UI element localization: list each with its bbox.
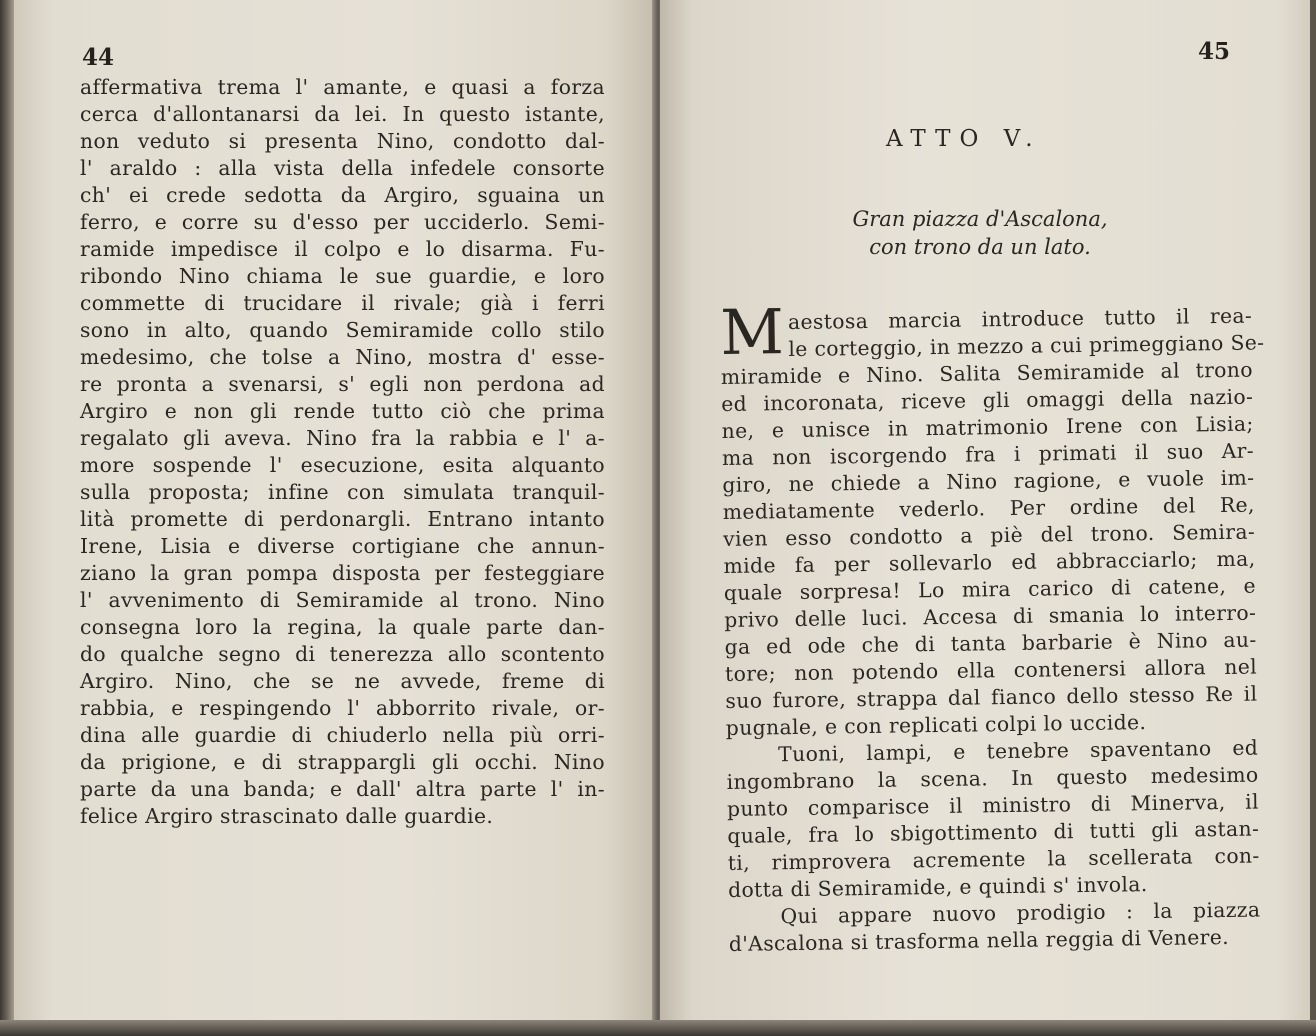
text-line: aestosa marcia introduce tutto il rea-	[787, 303, 1253, 335]
text-line: ferro, e corre su d'esso per ucciderlo. Semi-	[80, 210, 605, 234]
right-page	[660, 0, 1310, 1036]
text-line: sulla proposta; infine con simulata tranquil-	[80, 480, 605, 504]
text-line: privo delle luci. Accesa di smania lo interro-	[724, 600, 1257, 632]
text-line: da prigione, e di strappargli gli occhi. Nino	[80, 750, 605, 774]
book-edge-right	[1310, 0, 1316, 1036]
text-line: re pronta a svenarsi, s' egli non perdona ad	[80, 372, 605, 396]
left-page-text	[80, 74, 605, 830]
text-line: cerca d'allontanarsi da lei. In questo istante,	[80, 102, 605, 126]
text-line: suo furore, strappa dal fianco dello stesso Re il	[725, 681, 1258, 713]
text-line: mide fa per sollevarlo ed abbracciarlo; ma,	[723, 546, 1256, 578]
text-line: ziano la gran pompa disposta per festeggiare	[80, 561, 605, 585]
left-page	[14, 0, 655, 1036]
text-line: quale sorpresa! Lo mira carico di catene, e	[723, 573, 1257, 605]
text-line: do qualche segno di tenerezza allo scontento	[80, 642, 605, 666]
text-line: pugnale, e con replicati colpi lo uccide.	[725, 710, 1147, 740]
text-line: ramide impedisce il colpo e lo disarma. Fu-	[80, 237, 605, 261]
text-line: sono in alto, quando Semiramide collo stilo	[80, 318, 605, 342]
text-line: affermativa trema l' amante, e quasi a forza	[80, 75, 605, 99]
text-line: ga ed ode che di tanta barbarie è Nino au-	[724, 627, 1257, 659]
text-line: le corteggio, in mezzo a cui primeggiano Se-	[788, 330, 1265, 362]
act-title: ATTO V.	[886, 126, 1042, 152]
text-line: ma non iscorgendo fra i primati il suo Ar-	[721, 438, 1255, 470]
text-line: Qui appare nuovo prodigio : la piazza	[780, 897, 1261, 929]
text-line: punto comparisce il ministro di Minerva, il	[726, 789, 1260, 821]
text-line: miramide e Nino. Salita Semiramide al trono	[720, 357, 1254, 389]
text-line: Argiro. Nino, che se ne avvede, freme di	[80, 669, 605, 693]
text-line: parte da una banda; e dall' altra parte l' in-	[80, 777, 605, 801]
page-number-left: 44	[82, 44, 115, 71]
text-line: felice Argiro strascinato dalle guardie.	[80, 804, 494, 828]
text-line: Irene, Lisia e diverse cortigiane che annun-	[80, 534, 605, 558]
text-line: dotta di Semiramide, e quindi s' invola.	[727, 872, 1148, 902]
text-line: non veduto si presenta Nino, condotto dal-	[80, 129, 605, 153]
text-line: quale, fra lo sbigottimento di tutti gli astan-	[727, 816, 1260, 848]
page-number-right: 45	[1198, 38, 1231, 65]
text-line: ne, e unisce in matrimonio Irene con Lisia;	[721, 411, 1254, 443]
text-line: ed incoronata, riceve gli omaggi della nazio-	[721, 384, 1254, 416]
drop-cap: M	[719, 295, 785, 369]
book-edge-left	[0, 0, 14, 1036]
book-edge-bottom	[0, 1020, 1316, 1036]
text-line: regalato gli aveva. Nino fra la rabbia e l' a-	[80, 426, 605, 450]
scene-heading-line: con trono da un lato.	[869, 235, 1091, 259]
text-line: lità promette di perdonargli. Entrano intanto	[80, 507, 605, 531]
text-line: Tuoni, lampi, e tenebre spaventano ed	[778, 735, 1259, 767]
right-page-text	[719, 295, 1265, 958]
text-line: vien esso condotto a piè del trono. Semira-	[723, 519, 1256, 551]
scene-heading	[800, 205, 1160, 261]
text-line: Argiro e non gli rende tutto ciò che prima	[80, 399, 605, 423]
text-line: mediatamente vederlo. Per ordine del Re,	[722, 492, 1255, 524]
text-line: more sospende l' esecuzione, esita alquanto	[80, 453, 605, 477]
text-line: l' avvenimento di Semiramide al trono. Nino	[80, 588, 605, 612]
text-line: commette di trucidare il rivale; già i ferri	[80, 291, 605, 315]
text-line: giro, ne chiede a Nino ragione, e vuole im-	[722, 465, 1255, 497]
text-line: ti, rimprovera acremente la scellerata con-	[727, 843, 1260, 875]
text-line: consegna loro la regina, la quale parte dan-	[80, 615, 605, 639]
text-line: ch' ei crede sedotta da Argiro, sguaina un	[80, 183, 605, 207]
text-line: d'Ascalona si trasforma nella reggia di Venere.	[728, 924, 1230, 956]
text-line: dina alle guardie di chiuderlo nella più orri-	[80, 723, 605, 747]
scene-heading-line: Gran piazza d'Ascalona,	[852, 207, 1108, 231]
text-line: medesimo, che tolse a Nino, mostra d' esse-	[80, 345, 605, 369]
text-line: tore; non potendo ella contenersi allora nel	[724, 654, 1258, 686]
text-line: l' araldo : alla vista della infedele consorte	[80, 156, 605, 180]
text-line: rabbia, e respingendo l' abborrito rivale, or-	[80, 696, 605, 720]
text-line: ingombrano la scena. In questo medesimo	[726, 762, 1259, 794]
text-line: ribondo Nino chiama le sue guardie, e loro	[80, 264, 605, 288]
